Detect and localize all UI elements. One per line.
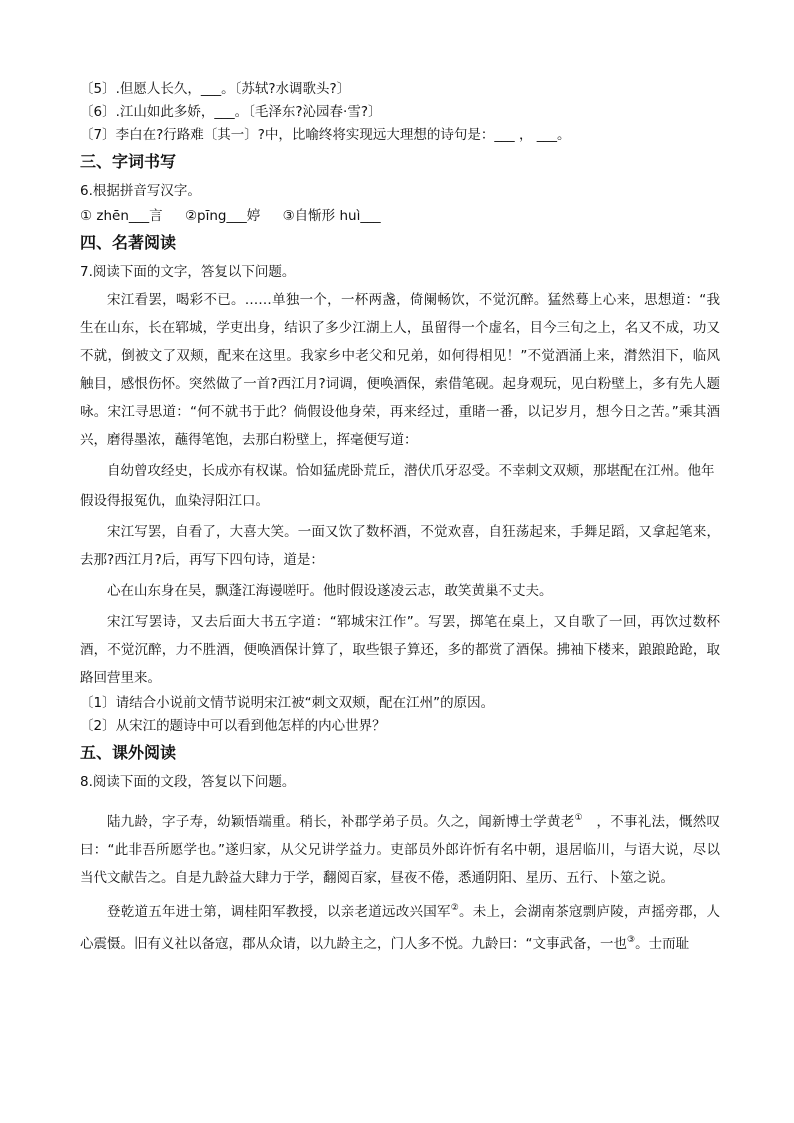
pinyin-item-2: ②pīng___婷: [184, 208, 261, 224]
section-title-5: 五、课外阅读: [80, 743, 177, 762]
document-content: [80, 78, 720, 958]
classical-text: ，不事礼法，慨然叹曰：“此非吾所愿学也。”遂归家，从父兄讲学益力。吏部员外郎许忻有名中朝，退居临川，与语大说，尽以当代文献告之。自是九龄益大肆力于学，翻阅百家，昼夜不倦，悉通阴阳、星历、五行、卜筮之说。: [80, 814, 721, 886]
reading-paragraph-2: 宋江写罢，自看了，大喜大笑。一面又饮了数杯酒，不觉欢喜，自狂荡起来，手舞足蹈，又拿起笔来，去那?西江月?后，再写下四句诗，道是：: [80, 524, 720, 568]
sub-question-1: 〔1〕请结合小说前文情节说明宋江被“刺文双颊，配在江州”的原因。: [80, 695, 495, 711]
pinyin-item-1: ① zhēn___言: [80, 208, 163, 224]
classical-text: 。士而耻: [635, 936, 690, 952]
question-6: 6.根据拼音写汉字。: [80, 183, 201, 199]
ci-poem: 自幼曾攻经史，长成亦有权谋。恰如猛虎卧荒丘，潜伏爪牙忍受。不幸刺文双颊，那堪配在江州。他年假设得报冤仇，血染浔阳江口。: [80, 463, 715, 509]
classical-text: 陆九龄，字子寿，幼颖悟端重。稍长，补郡学弟子员。久之，闻新博士学黄老: [107, 814, 575, 830]
classical-paragraph-1: [80, 804, 720, 892]
classical-text: 。未上，会湖南茶寇剽庐陵，声摇旁郡，人心震慑。旧有义社以备寇，郡从众请，以九龄主之，门人多不悦。九龄曰：“文事武备，一也: [80, 904, 721, 952]
footnote-marker: ②: [450, 903, 460, 913]
reading-paragraph-3: 宋江写罢诗，又去后面大书五字道：“郓城宋江作”。写罢，掷笔在桌上，又自歌了一回，再饮过数杯酒，不觉沉醉，力不胜酒，便唤酒保计算了，取些银子算还，多的都赏了酒保。拂袖下楼来，踉踉跄跄，取路回营里来。: [80, 614, 720, 686]
section-title-3: 三、字词书写: [80, 152, 177, 171]
question-8: 8.阅读下面的文段，答复以下问题。: [80, 774, 296, 790]
sub-question-2: 〔2〕从宋江的题诗中可以看到他怎样的内心世界？: [80, 718, 386, 734]
reading-paragraph-1: 宋江看罢，喝彩不已。……单独一个，一杯两盏，倚阑畅饮，不觉沉醉。猛然蓦上心来，思想道：“我生在山东，长在郓城，学吏出身，结识了多少江湖上人，虽留得一个虚名，目今三旬之上，名又不成，功又不就，倒被文了双颊，配来在这里。我家乡中老父和兄弟，如何得相见！”不觉酒涌上来，潸然泪下，临风触目，感恨伤怀。突然做了一首?西江月?词调，便唤酒保，索借笔砚。起身观玩，见白粉壁上，多有先人题咏。宋江寻思道：“何不就书于此？倘假设他身荣，再来经过，重睹一番，以记岁月，想今日之苦。”乘其酒兴，磨得墨浓，蘸得笔饱，去那白粉壁上，挥毫便写道：: [80, 292, 720, 448]
poetry-item-6: 〔6〕.江山如此多娇，___。〔毛泽东?沁园春·雪?〕: [80, 104, 382, 120]
pinyin-items: [80, 205, 720, 228]
section-title-4: 四、名著阅读: [80, 233, 177, 252]
classical-paragraph-2: [80, 894, 720, 958]
four-line-poem: 心在山东身在吴，飘蓬江海谩嗟吁。他时假设遂凌云志，敢笑黄巢不丈夫。: [107, 583, 553, 599]
footnote-marker: ③: [627, 935, 636, 945]
poetry-item-5: 〔5〕.但愿人长久，___。〔苏轼?水调歌头?〕: [80, 81, 351, 97]
footnote-marker: ①: [574, 813, 583, 823]
pinyin-item-3: ③自惭形 huì___: [282, 208, 381, 224]
poetry-item-7: 〔7〕李白在?行路难〔其一〕?中，比喻终将实现远大理想的诗句是：___ ， ___。: [80, 127, 571, 143]
classical-text: 登乾道五年进士第，调桂阳军教授，以亲老道远改兴国军: [107, 904, 451, 920]
question-7: 7.阅读下面的文字，答复以下问题。: [80, 264, 296, 280]
